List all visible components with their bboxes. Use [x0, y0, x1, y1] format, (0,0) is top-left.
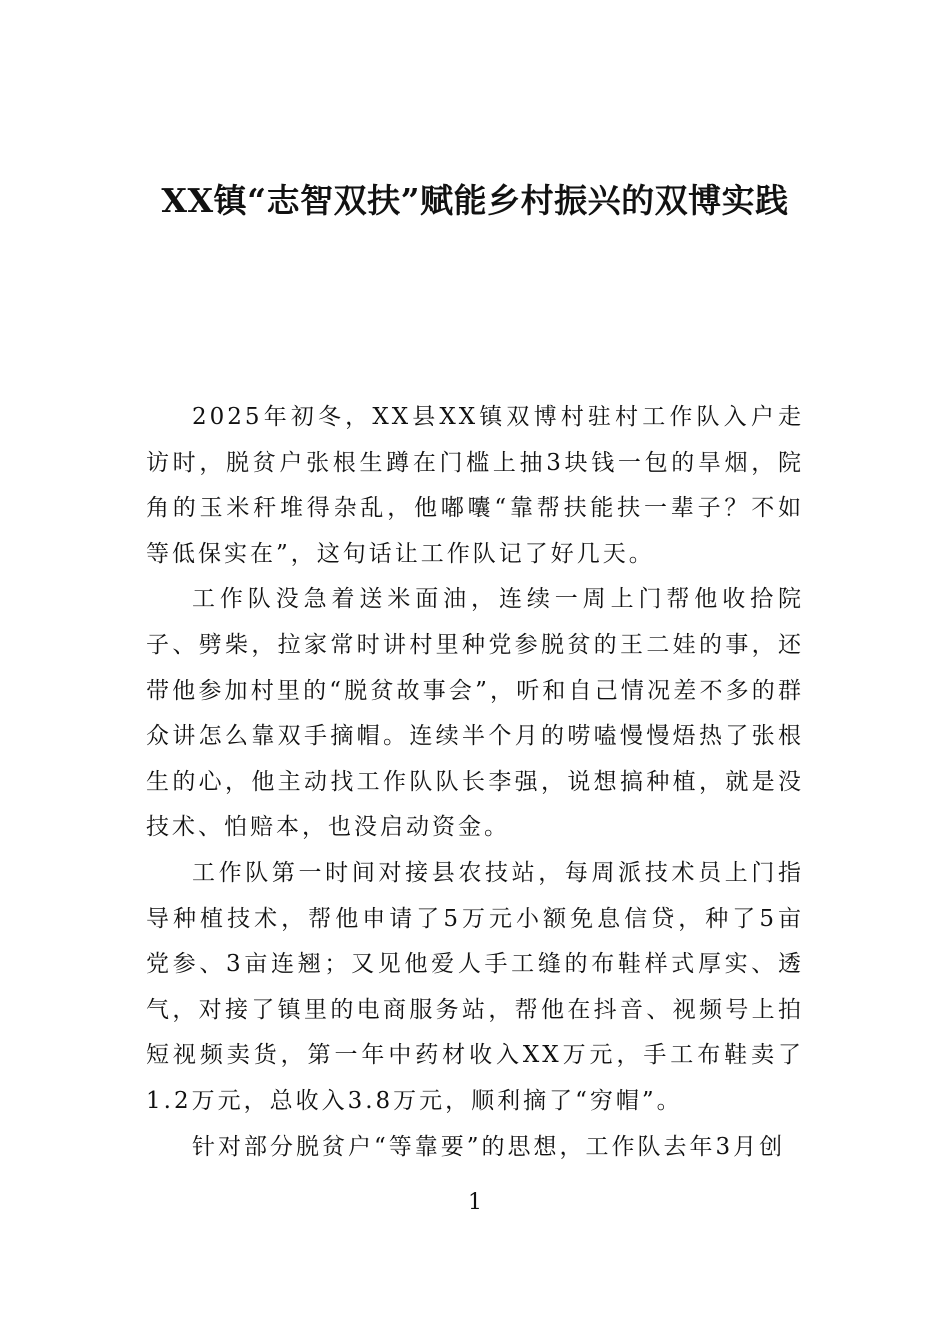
paragraph-1: 2025年初冬，XX县XX镇双博村驻村工作队入户走访时，脱贫户张根生蹲在门槛上抽3块钱一包的旱烟，院角的玉米秆堆得杂乱，他嘟囔“靠帮扶能扶一辈子？不如等低保实在”，这句话让工作队记了好几天。 [146, 404, 804, 567]
paragraph-4: 针对部分脱贫户“等靠要”的思想，工作队去年3月创 [192, 1133, 786, 1160]
paragraph-2: 工作队没急着送米面油，连续一周上门帮他收拾院子、劈柴，拉家常时讲村里种党参脱贫的王二娃的事，还带他参加村里的“脱贫故事会”，听和自己情况差不多的群众讲怎么靠双手摘帽。连续半个月的唠嗑慢慢焐热了张根生的心，他主动找工作队队长李强，说想搞种植，就是没技术、怕赔本，也没启动资金。 [146, 586, 804, 841]
page-number: 1 [468, 1190, 482, 1215]
document-title: XX镇“志智双扶”赋能乡村振兴的双博实践 [161, 181, 789, 220]
paragraph-3: 工作队第一时间对接县农技站，每周派技术员上门指导种植技术，帮他申请了5万元小额免息信贷，种了5亩党参、3亩连翘；又见他爱人手工缝的布鞋样式厚实、透气，对接了镇里的电商服务站，帮他在抖音、视频号上拍短视频卖货，第一年中药材收入XX万元，手工布鞋卖了1.2万元，总收入3.8万元，顺利摘了“穷帽”。 [146, 859, 804, 1114]
document-body [146, 395, 804, 1170]
